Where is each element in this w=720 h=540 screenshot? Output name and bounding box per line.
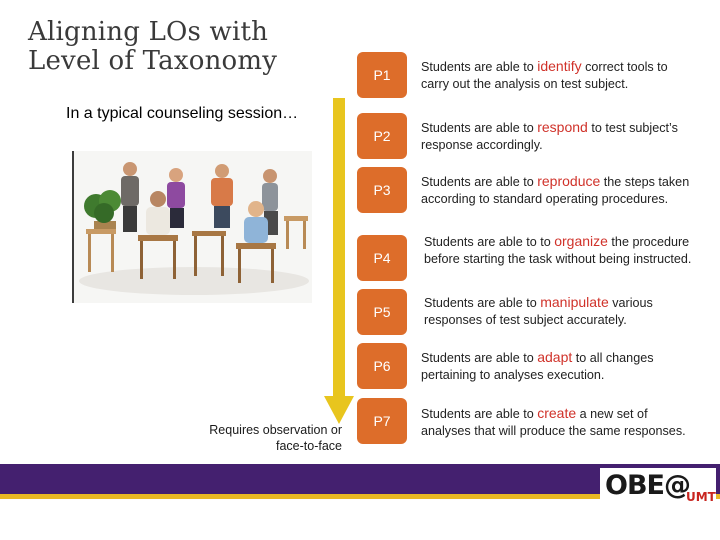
level-description-p5	[424, 294, 700, 329]
level-code: P1	[373, 67, 391, 83]
description-lead: Students are able to	[421, 407, 538, 421]
level-badge-p3	[357, 167, 407, 213]
action-verb: respond	[537, 119, 588, 135]
level-description-p6	[421, 349, 697, 384]
intro-text: In a typical counseling session…	[66, 105, 299, 122]
action-verb: create	[537, 405, 577, 421]
counseling-photo	[72, 151, 312, 303]
level-code: P4	[373, 250, 391, 266]
action-verb: organize	[554, 233, 608, 249]
level-code: P2	[373, 128, 391, 144]
level-badge-p7	[357, 398, 407, 444]
description-lead: Students are able to	[421, 175, 538, 189]
title-line-1: Aligning LOs with	[28, 17, 269, 47]
level-description-p2	[421, 119, 697, 154]
level-code: P3	[373, 182, 391, 198]
description-rest: to test subject’s response accordingly.	[421, 121, 678, 152]
description-lead: Students are able to	[421, 121, 538, 135]
description-lead: Students are able to	[424, 296, 541, 310]
level-description-p3	[421, 173, 697, 208]
level-badge-p1	[357, 52, 407, 98]
description-rest: various responses of test subject accurately.	[424, 296, 653, 327]
description-lead: Students are able to	[421, 60, 538, 74]
title-line-2: Level of Taxonomy	[28, 46, 278, 76]
level-badge-p4	[357, 235, 407, 281]
level-description-p7	[421, 405, 697, 440]
level-description-p1	[421, 58, 697, 93]
level-badge-p5	[357, 289, 407, 335]
level-code: P5	[373, 304, 391, 320]
description-rest: a new set of analyses that will produce the same responses.	[421, 407, 686, 438]
description-lead: Students are able to	[421, 351, 538, 365]
level-code: P7	[373, 413, 391, 429]
action-verb: manipulate	[540, 294, 609, 310]
description-rest: the steps taken according to standard operating procedures.	[421, 175, 690, 206]
level-badge-p6	[357, 343, 407, 389]
description-rest: to all changes pertaining to analyses execution.	[421, 351, 654, 382]
counseling-illustration	[74, 151, 312, 303]
level-badge-p2	[357, 113, 407, 159]
observation-note	[176, 422, 342, 454]
description-rest: the procedure before starting the task without being instructed.	[424, 235, 692, 266]
slide-title	[28, 18, 303, 76]
action-verb: adapt	[537, 349, 573, 365]
note-line-2: face-to-face	[275, 439, 342, 453]
note-line-1: Requires observation or	[209, 423, 342, 437]
description-lead: Students are able to to	[424, 235, 555, 249]
level-description-p4	[424, 233, 700, 268]
logo-main-text: OBE@	[605, 470, 690, 501]
action-verb: identify	[537, 58, 582, 74]
obe-umt-logo	[600, 468, 716, 508]
action-verb: reproduce	[537, 173, 601, 189]
description-rest: correct tools to carry out the analysis on test subject.	[421, 60, 668, 91]
progression-arrow	[324, 98, 354, 428]
level-code: P6	[373, 358, 391, 374]
logo-sub-text: UMT	[686, 490, 716, 504]
